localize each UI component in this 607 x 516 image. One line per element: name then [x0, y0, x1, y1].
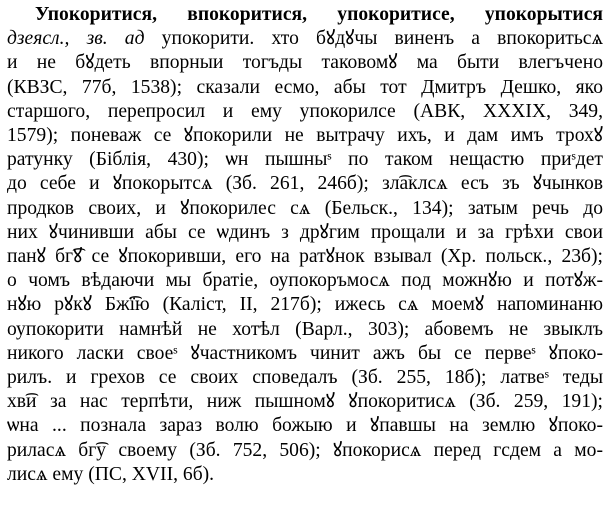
entry-line-6: ратунку (Біблія, 430); ѡн пышныˢ по таком нещастю приˢдет: [7, 149, 603, 171]
entry-line-11: о чомъ вѣдаючи мы братіе, оупокоръмосѧ под можнꙋю и потꙋж-: [7, 270, 603, 292]
grammar-note: дзеясл., зв. ад: [7, 28, 145, 50]
entry-line-9: них ꙋчинивши абы се ѡдинъ з дрꙋгим прощали и за грѣхи свои: [7, 221, 603, 243]
entry-line-13: оупокорити намнѣй не хотѣл (Варл., 303); абовемъ не звыклъ: [7, 318, 603, 340]
entry-line-17: ѡна ... познала зараз волю божыю и ꙋпавшы на землю ꙋпоко-: [7, 415, 603, 437]
entry-line-15: рилъ. и грехов се своих споведалъ (Зб. 255, 18б); латвеˢ теды: [7, 367, 603, 389]
entry-line-2: и не бꙋдеть впорныи тогъды таковомꙋ ма быти влегъчено: [7, 52, 603, 74]
entry-line-7: до себе и ꙋпокорытсѧ (Зб. 261, 246б); зл͡аклсѧ есъ зъ ꙋчынков: [7, 173, 603, 195]
entry-line-12: нꙋю рꙋкꙋ Бж͡їю (Каліст, II, 217б); ижесь сѧ моемꙋ напоминаню: [7, 294, 603, 316]
entry-headword: Упокоритися, впокоритися, упокоритисе, упокорытися: [35, 4, 603, 25]
entry-line-18: риласѧ бг͡у своему (Зб. 752, 506); ꙋпокорисѧ перед гсдем а мо-: [7, 439, 603, 461]
entry-line-8: продков своих, и ꙋпокорилес сѧ (Бельск., 134); затым речь до: [7, 197, 603, 219]
entry-line-3: (КВЗС, 77б, 1538); сказали есмо, абы тот Дмитръ Дешко, яко: [7, 76, 603, 98]
entry-line-14: никого ласки своеˢ ꙋчастникомъ чинит ажъ бы се первеˢ ꙋпоко-: [7, 342, 603, 364]
entry-line-1: [7, 27, 603, 51]
entry-line-19: лисѧ ему (ПС, XVII, 6б).: [7, 463, 215, 485]
entry-line-4: старшого, перепросил и ему упокорилсе (АВК, XXXIX, 349,: [7, 100, 603, 122]
entry-text: упокорити. хто бꙋдꙋчы виненъ а впокоритьсѧ: [144, 28, 604, 50]
entry-line-5: 1579); поневаж се ꙋпокорили не вытрачу ихъ, и дам имъ трохꙋ: [7, 125, 603, 147]
entry-line-10: панꙋ бг͡ꙋ се ꙋпокоривши, его на ратꙋнок взывал (Хр. польск., 23б);: [7, 246, 603, 268]
entry-line-16: хв͡и за нас терпѣти, ниж пышномꙋ ꙋпокоритисѧ (Зб. 259, 191);: [7, 391, 603, 413]
